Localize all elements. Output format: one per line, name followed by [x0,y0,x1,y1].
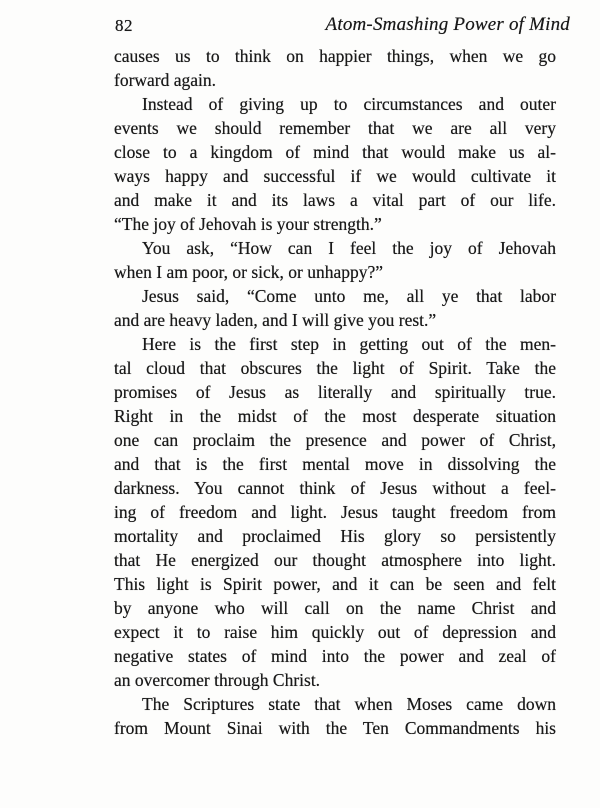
paragraph [114,92,556,236]
text-line: Jesus said, “Come unto me, all ye that labor [142,286,556,306]
running-title: Atom-Smashing Power of Mind [325,14,570,35]
text-line: darkness. You cannot think of Jesus without a feel- [114,478,556,498]
text-line: one can proclaim the presence and power of Christ, [114,430,556,450]
text-line: and are heavy laden, and I will give you rest.” [114,310,437,330]
text-line: expect it to raise him quickly out of depression and [114,622,556,642]
page-number: 82 [115,16,133,35]
paragraph [114,284,556,332]
text-line: mortality and proclaimed His glory so persistently [114,526,556,546]
text-line: This light is Spirit power, and it can be seen and felt [114,574,556,594]
text-line: events we should remember that we are all very [114,118,556,138]
text-line: by anyone who will call on the name Christ and [114,598,556,618]
text-line: “The joy of Jehovah is your strength.” [114,214,382,234]
paragraph [114,692,556,740]
paragraph [114,236,556,284]
text-line: and make it and its laws a vital part of our life. [114,190,556,210]
text-line: Right in the midst of the most desperate situation [114,406,556,426]
text-line: ing of freedom and light. Jesus taught freedom from [114,502,556,522]
text-line: when I am poor, or sick, or unhappy?” [114,262,384,282]
text-line: an overcomer through Christ. [114,670,321,690]
text-line: negative states of mind into the power and zeal of [114,646,556,666]
running-head [114,13,570,37]
text-line: forward again. [114,70,217,90]
text-line: close to a kingdom of mind that would make us al- [114,142,556,162]
text-line: promises of Jesus as literally and spiritually true. [114,382,556,402]
text-line: ways happy and successful if we would cultivate it [114,166,556,186]
text-line: Instead of giving up to circumstances and outer [142,94,556,114]
text-line: Here is the first step in getting out of the men- [142,334,556,354]
paragraph [114,44,556,92]
text-line: The Scriptures state that when Moses came down [142,694,556,714]
text-line: from Mount Sinai with the Ten Commandments his [114,718,556,738]
text-line: tal cloud that obscures the light of Spirit. Take the [114,358,556,378]
text-line: and that is the first mental move in dissolving the [114,454,556,474]
text-line: that He energized our thought atmosphere into light. [114,550,556,570]
paragraph [114,332,556,692]
text-line: causes us to think on happier things, when we go [114,46,556,66]
text-line: You ask, “How can I feel the joy of Jehovah [142,238,556,258]
text-block [114,44,556,740]
